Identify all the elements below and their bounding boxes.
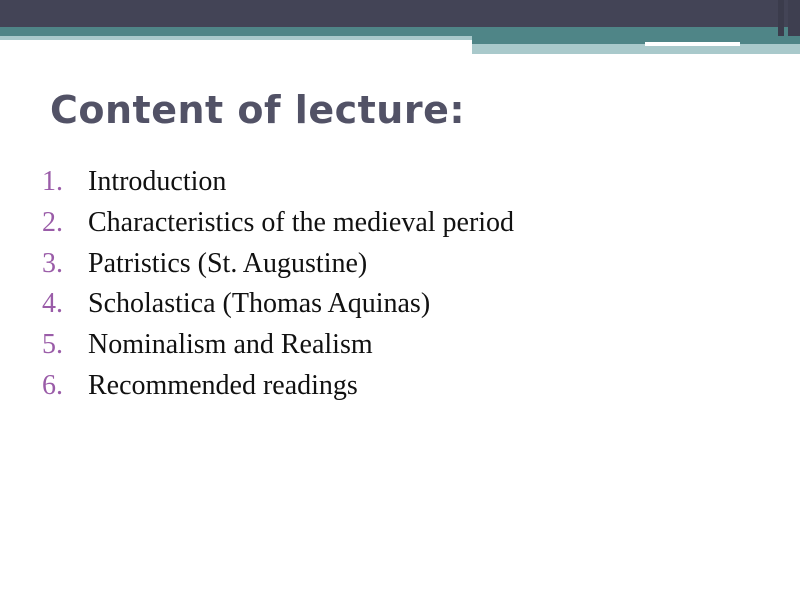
list-item <box>42 329 514 370</box>
header-band-teal <box>0 27 800 36</box>
list-item <box>42 166 514 207</box>
agenda-list <box>42 166 514 411</box>
list-item-text: Scholastica (Thomas Aquinas) <box>88 288 431 320</box>
header-band-light-right <box>472 44 800 54</box>
list-item-number: 1. <box>42 166 63 197</box>
list-item-text: Characteristics of the medieval period <box>88 206 515 238</box>
header-band-light <box>0 36 472 40</box>
list-item-number: 6. <box>42 369 63 401</box>
header-edge-accent <box>778 0 784 36</box>
header-edge-accent-2 <box>788 0 800 36</box>
list-item-text: Nominalism and Realism <box>88 329 373 361</box>
list-item-number: 5. <box>42 329 63 361</box>
list-item-text: Recommended readings <box>88 369 358 401</box>
header-stripe <box>645 42 740 46</box>
header-band-dark <box>0 0 800 27</box>
list-item-number: 2. <box>42 206 63 238</box>
list-item <box>42 207 514 248</box>
list-item-text: Introduction <box>88 166 227 197</box>
list-item-text: Patristics (St. Augustine) <box>88 247 368 279</box>
list-item-number: 4. <box>42 288 63 320</box>
list-item <box>42 370 514 411</box>
list-item-number: 3. <box>42 247 63 279</box>
list-item <box>42 248 514 289</box>
header-band-teal-right <box>472 36 800 44</box>
list-item <box>42 288 514 329</box>
slide-title: Content of lecture: <box>50 88 466 132</box>
